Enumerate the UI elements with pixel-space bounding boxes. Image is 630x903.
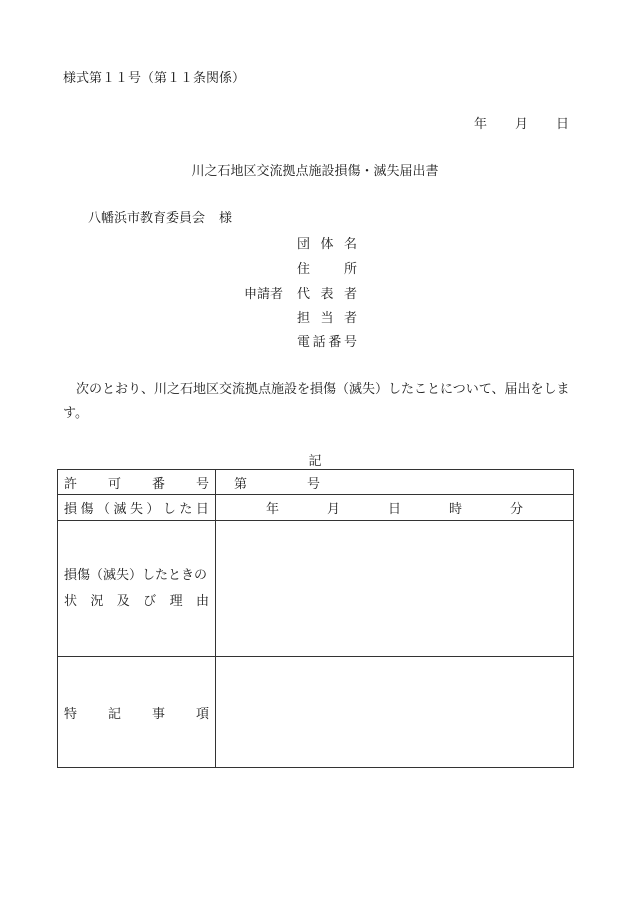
situation-label-line1: 損傷（滅失）したときの xyxy=(64,567,208,583)
permit-number-label: 許 可 番 号 xyxy=(58,470,216,495)
permit-number-field[interactable] xyxy=(216,470,574,495)
remarks-field[interactable] xyxy=(216,657,574,768)
table-row-situation xyxy=(58,521,574,657)
applicant-label: 申請者 xyxy=(244,287,284,302)
damage-year-unit: 年 xyxy=(265,502,279,517)
document-title: 川之石地区交流拠点施設損傷・滅失届出書 xyxy=(191,164,439,179)
damage-month-unit: 月 xyxy=(326,502,340,517)
addressee xyxy=(88,207,232,226)
applicant-contact-person-label: 担 当 者 xyxy=(297,311,357,326)
permit-number-dai: 第 xyxy=(234,476,248,492)
table-row-damage-date xyxy=(58,495,574,521)
damage-minute-unit: 分 xyxy=(509,502,523,517)
remarks-label: 特 記 事 項 xyxy=(58,657,216,768)
permit-number-go: 号 xyxy=(307,476,321,492)
addressee-honorific: 様 xyxy=(219,211,233,226)
situation-field[interactable] xyxy=(216,521,574,657)
applicant-address-label: 住 所 xyxy=(297,262,357,277)
applicant-phone-label: 電 話 番 号 xyxy=(297,335,357,350)
addressee-name: 八幡浜市教育委員会 xyxy=(88,211,206,226)
damage-date-label: 損 傷 （ 滅 失 ） し た 日 xyxy=(58,495,216,521)
table-row-remarks xyxy=(58,657,574,768)
date-month-unit: 月 xyxy=(515,117,529,132)
date-year-unit: 年 xyxy=(474,117,488,132)
damage-date-field[interactable] xyxy=(216,495,574,521)
situation-label-line2: 状 況 及 び 理 由 xyxy=(64,593,209,609)
damage-day-unit: 日 xyxy=(387,502,401,517)
applicant-representative-label: 代 表 者 xyxy=(297,287,357,302)
notification-table xyxy=(57,469,574,768)
ki-heading: 記 xyxy=(308,454,322,469)
applicant-group-name-label: 団 体 名 xyxy=(297,237,357,252)
form-number: 様式第１１号（第１１条関係） xyxy=(63,71,246,86)
situation-label xyxy=(58,521,216,657)
damage-hour-unit: 時 xyxy=(448,502,462,517)
table-row-permit-number xyxy=(58,470,574,495)
body-text: 次のとおり、川之石地区交流拠点施設を損傷（滅失）したことについて、届出をします。 xyxy=(63,382,570,421)
submission-date xyxy=(474,113,569,132)
date-day-unit: 日 xyxy=(556,117,570,132)
